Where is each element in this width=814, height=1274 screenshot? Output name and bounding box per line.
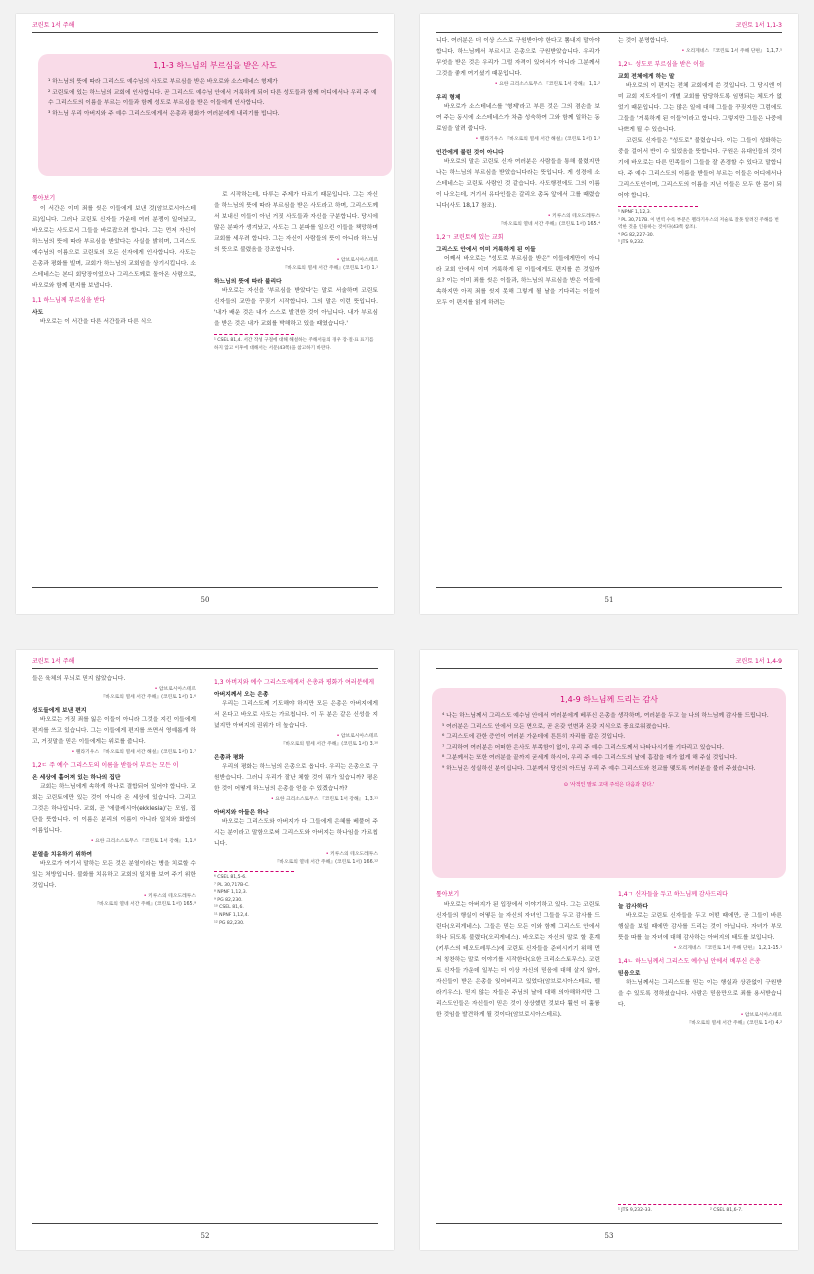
footer-rule	[32, 1223, 378, 1224]
footnote: ⁵ JTS 9,232.	[618, 240, 645, 246]
page-number: 52	[200, 1232, 210, 1240]
column-left	[436, 36, 600, 576]
footnote: ¹⁰ CSEL 81,6.	[214, 905, 244, 911]
citation: • 요한 크리소스토무스 『코린토 1서 강해』 1,1.²	[494, 82, 600, 87]
footnote: ⁸ NPNF 1,12,3.	[214, 890, 248, 896]
page-left-top	[16, 14, 394, 614]
footnote-rule	[618, 1204, 782, 1205]
paragraph: 바오로는 거짓 죄를 잃은 이들이 아니라 그것을 지킨 이들에게 편지를 쓰고 있습니다. 그는 이들에게 편지를 쓰면서 영예롭게 하고, 거짓말을 믿은 이들에게는 위로를 줍니다.	[32, 717, 196, 745]
page-number: 53	[604, 1232, 614, 1240]
paragraph: 바오로의 말은 코린토 신자 여러분은 사람들을 통해 불렸지만 나는 하느님의 부르심을 받았습니다라는 뜻입니다. 게 성경에 소스테네스는 코린토 사람인 것 같습니다. 사도행전에도 그의 이름이 나오는데, 거기서 유다인들은 갈리오 총독 앞에서 그를 때렸습니다(사도 18,17 참조).	[436, 159, 600, 209]
section-heading: 1,2ㄷ 주 예수 그리스도의 이름을 받들어 부르는 모든 이	[32, 762, 179, 769]
verse: ² 코린토에 있는 하느님의 교회에 인사합니다. 곧 그리스도 예수님 안에서 거룩하게 되어 다른 성도들과 함께 어디에서나 우리 주 예수 그리스도의 이름을 부르는 이들과 함께 성도로 부르심을 받은 이들에게 인사합니다.	[48, 89, 377, 107]
column-right	[214, 674, 378, 1214]
subheading: 아버지께서 오는 은총	[214, 692, 269, 698]
scripture-box	[432, 688, 786, 878]
section-heading: 1,4ㄴ 하느님께서 그리스도 예수님 안에서 베푸신 은총	[618, 958, 761, 965]
citation: • 키루스의 테오도레투스 『바오로의 열네 서간 주해』(코린토 1서) 165.⁴	[498, 214, 600, 227]
box-source-note: ⊙ '사적인 말로 고대 주석은 다음과 같다.'	[563, 781, 655, 788]
verse: ⁸ 그분께서는 또한 여러분을 끝까지 굳세게 하시어, 우리 주 예수 그리스도의 날에 흠잡을 데가 없게 해 주실 것입니다.	[442, 755, 737, 762]
verse: ⁶ 그리스도에 관한 증언이 여러분 가운데에 튼튼히 자리를 잡은 것입니다.	[442, 734, 626, 741]
paragraph: 바오로가 소스테네스를 '형제'라고 부른 것은 그의 겸손을 보여 주는 동시에 소스테네스가 차츰 성숙하여 그와 함께 일하는 동료임을 알려 줍니다.	[436, 104, 600, 132]
citation: • 요한 크리소스토무스 『코린토 1서 강해』 1,1.⁸	[90, 839, 196, 844]
header-rule	[32, 668, 378, 669]
paragraph: 이 서간은 이미 죄를 씻은 이들에게 보낸 것(암브로시아스테르)입니다. 그러나 코린토 신자들 가운데 여러 분쟁이 일어났고, 바오로는 사도로서 그들을 바로잡으려 합니다. 그는 먼저 자신이 하느님의 뜻에 따라 부르심을 받았다는 사실을 밝히며, 그리스도 예수님의 이름으로 코린토의 모든 신자에게 인사합니다. 사도는 은총과 평화를 빌며, 교회가 하느님의 교회임을 상기시킵니다. 소스테네스는 본디 회당장이었으나 그리스도께로 돌아온 사람으로, 바오로와 함께 편지를 보냅니다.	[32, 206, 196, 289]
column-right	[618, 36, 782, 576]
footnote: ⁷ PL 30,717B-C.	[214, 882, 250, 888]
paragraph: 바오로는 그리스도와 아버지가 다 그들에게 은혜를 베풀어 주시는 분이라고 말함으로써 그리스도와 아버지는 하나임을 가르칩니다.	[214, 819, 378, 847]
paragraph: 바오로의 이 편지는 전체 교회에게 쓴 것입니다. 그 당시엔 이미 교회 지도자들이 개별 교회를 담당하도록 임명되는 체도가 없었기 때문입니다. 그는 많은 일에 대해 그들을 꾸짖지만 그럼에도 그들을 '거룩하게 된 이들'이라고 합니다. 그렇지만 그들은 나중에 나쁘게 될 수 있습니다.	[618, 83, 782, 133]
subheading: 사도	[32, 310, 44, 316]
verse: ⁷ 그리하여 여러분은 어떠한 은사도 부족함이 없이, 우리 주 예수 그리스도께서 나타나시기를 기다리고 있습니다.	[442, 744, 724, 751]
paragraph: 바오로가 여기서 말하는 모든 것은 분열이라는 병을 치료할 수 있는 처방입니다. 불화를 치유하고 교회의 일치를 보여 주기 위한 것입니다.	[32, 861, 196, 889]
paragraph: 니다. 여러분은 더 이상 스스로 구원받아야 한다고 뽐내지 말아야 합니다. 하느님께서 부르시고 은총으로 구원받았습니다. 우리가 무엇을 받은 것은 우리가 그럴 자격이 있어서가 아니라 그분께서 그것을 좋게 여기셨기 때문입니다.	[436, 38, 600, 77]
footer-rule	[436, 587, 782, 588]
box-title: 1,1-3 하느님의 부르심을 받은 사도	[153, 61, 277, 70]
column-left	[436, 886, 600, 1212]
running-header: 코린토 1서 주해	[32, 22, 75, 29]
footnote: ¹ CSEL 81,4. 서간 작성 구절에 대해 해설하는 주해서들의 경우 장·절·표 표기를 하지 않고 이후에 대해서는 서문(43쪽)을 참고하기 바란다.	[214, 338, 374, 351]
footnote: ⁵ NPNF 1,12,3.	[618, 210, 652, 215]
paragraph: 우리는 그리스도께 기도해야 하지만 모든 은총은 아버지에게서 온다고 바오로 사도는 가르칩니다. 이 두 분은 같은 신성을 지녔지만 아버지의 권위가 더 높습니다.	[214, 701, 378, 729]
running-header: 코린토 1서 1,1-3	[735, 22, 782, 29]
box-title: 1,4-9 하느님께 드리는 감사	[560, 695, 658, 704]
page-right-bottom	[420, 650, 798, 1250]
footnote-rule	[618, 206, 698, 207]
paragraph: 하느님께서는 그리스도를 믿는 이는 행실과 상관없이 구원받을 수 있도록 정하셨습니다. 사람은 믿음만으로 죄를 용서받습니다.	[618, 980, 782, 1008]
citation: • 암브로시아스테르 『바오로의 열세 서간 주해』(코린토 1서) 1.⁶	[100, 687, 196, 700]
footer-rule	[436, 1223, 782, 1224]
header-rule	[436, 32, 782, 33]
column-right	[618, 886, 782, 1186]
section-heading: 톺아보기	[32, 195, 56, 202]
footnote: ¹² PG 82,230.	[214, 920, 245, 926]
subheading: 믿음으로	[618, 971, 641, 977]
paragraph: 바오로는 자신을 '부르심을 받았다'는 말로 서술하며 코린토 신자들의 교만을 꾸짖기 시작합니다. 그의 말은 이런 뜻입니다. '내가 배운 것은 내가 스스로 발견한 것이 아닙니다. 내가 부르심을 받은 것은 내가 교회를 박해하고 있을 때였습니다.'	[214, 288, 378, 327]
subheading: 인간에게 불린 것이 아니다	[436, 150, 504, 156]
citation: • 키루스의 테오도레투스 『바오로의 열네 서간 주해』(코린토 1서) 165.⁹	[94, 894, 196, 907]
paragraph: 로 시작하는데, 다루는 주제가 다르기 때문입니다. 그는 자신을 하느님의 뜻에 따라 부르심을 받은 사도라고 하며, 그리스도께서 보내신 이들이 아닌 거짓 사도들과 자신을 구분합니다. 당시에 많은 분파가 생겨났고, 사도는 그 분파를 일으킨 이들을 책망하며 교회를 세우려 합니다. 그는 자신이 사람들의 뜻이 아니라 하느님의 뜻으로 불렸음을 강조합니다.	[214, 192, 378, 253]
running-header: 코린토 1서 1,4-9	[735, 658, 782, 665]
column-right	[214, 190, 378, 570]
header-rule	[436, 668, 782, 669]
verse: ⁹ 하느님은 성실하신 분이십니다. 그분께서 당신의 아드님 우리 주 예수 그리스도와 친교를 맺도록 여러분을 불러 주셨습니다.	[442, 765, 756, 772]
page-number: 51	[604, 596, 614, 604]
verse: ⁴ 나는 하느님께서 그리스도 예수님 안에서 여러분에게 베푸신 은총을 생각하며, 여러분을 두고 늘 나의 하느님께 감사를 드립니다.	[442, 713, 769, 719]
subheading: 성도들에게 보낸 편지	[32, 708, 87, 714]
footnote: ¹¹ NPNF 1,12,4.	[214, 912, 249, 918]
subheading: 우리 형제	[436, 95, 461, 101]
footnote: ⁶ CSEL 81,5-6.	[214, 875, 247, 880]
header-rule	[32, 32, 378, 33]
footnote: ⁹ PG 82,230.	[214, 897, 243, 903]
page-left-bottom	[16, 650, 394, 1250]
section-heading: 톺아보기	[436, 891, 460, 898]
paragraph: 들은 육체의 무늬로 믿지 않았습니다.	[32, 676, 126, 682]
footnote: ¹ JTS 9,232-33.	[618, 1208, 652, 1213]
subheading: 아버지와 아들은 하나	[214, 810, 269, 816]
paragraph: 어째서 바오로는 "성도로 부르심을 받은" 이들에게만이 아니라 교회 안에서 이미 거룩하게 된 이들에게도 편지를 쓴 것일까요? 이는 이미 죄를 씻은 이들과, 하느님의 부르심을 받은 이들에 속하지만 아직 죄를 씻지 못해 그렇게 될 날을 기다리는 이들이 모두 이 편지를 읽게 하려는	[436, 256, 600, 306]
section-heading: 1,4ㄱ 신자들을 두고 하느님께 감사드리다	[618, 891, 728, 898]
section-heading: 1,2ㄴ 성도로 부르심을 받은 이들	[618, 61, 705, 68]
column-left	[32, 674, 196, 1214]
subheading: 하느님의 뜻에 따라 불리다	[214, 279, 282, 285]
citation: • 요한 크리소스토무스 『코린토 1서 강해』 1,3.¹¹	[270, 797, 378, 802]
subheading: 그리스도 안에서 이미 거룩하게 된 이들	[436, 247, 536, 253]
citation: • 오리게네스 『코린토 1서 주해 단편』 1,1,7.⁵	[681, 49, 782, 54]
subheading: 분열을 치유하기 위하여	[32, 852, 93, 858]
section-heading: 1,1 하느님께 부르심을 받다	[32, 297, 106, 304]
section-heading: 1,3 아버지와 예수 그리스도에게서 은총과 평화가 여러분에게	[214, 679, 375, 686]
footnote: ² CSEL 81,6-7.	[710, 1208, 743, 1213]
citation: • 암브로시아스테르 『바오로의 열세 서간 주해』(코린토 1서) 1.¹	[282, 258, 378, 271]
page-right-top	[420, 14, 798, 614]
subheading: 교회 전체에게 하는 말	[618, 74, 675, 80]
paragraph: 바오로는 코린토 신자들을 두고 어떤 때에만, 곧 그들이 바른 행실을 보일 때에만 감사를 드리는 것이 아닙니다. 자녀가 부모 뜻을 따를 늘 자녀에 대해 감사하는 아버지의 태도를 보입니다.	[618, 913, 782, 941]
subheading: 온 세상에 흩어져 있는 하나의 집단	[32, 775, 121, 781]
running-header: 코린토 1서 주해	[32, 658, 75, 665]
citation: • 암브로시아스테르 『바오로의 열세 서간 주해』(코린토 1서) 3.¹⁰	[280, 734, 378, 747]
page-number: 50	[200, 596, 210, 604]
section-heading: 1,2ㄱ 코린토에 있는 교회	[436, 234, 504, 241]
paragraph: 코린토 신자들은 "성도로" 불렸습니다. 이는 그들이 성화하는 중을 걸어서 반이 수 있었음을 뜻합니다. 구원은 유대인들의 것이기에 바오로는 다른 민족들이 그들을 잘 존경할 수 있다고 말합니다. 주 예수 그리스도의 이름을 받들어 부르는 이들은 어디에서나 그리스도인이며, 그리스도의 이름을 지닌 이들은 모두 한 몸이 되어야 합니다.	[618, 138, 782, 199]
citation: • 암브로시아스테르 『바오로의 열세 서간 주해』(코린토 1서) 4.²	[686, 1013, 782, 1026]
paragraph: 는 것이 분명합니다.	[618, 38, 669, 44]
citation: • 펠라기우스 『바오로의 열세 서간 해설』(코린토 1서) 1.³	[475, 137, 600, 142]
verse: ⁵ 여러분은 그리스도 안에서 모든 면으로, 곧 온갖 언변과 온갖 지식으로 풍요로워졌습니다.	[442, 723, 670, 730]
paragraph: 바오로는 이 서간을 다른 서간들과 다른 식으	[40, 319, 152, 325]
scripture-box	[38, 54, 392, 176]
footnote: ³ PL 30,717B. 이 번역 수록 부분은 펠라기우스의 저술로 잘못 알려진 주해를 번역한 것을 인용하는 것이다(43쪽 참조).	[618, 217, 779, 231]
paragraph: 교회는 하느님에게 속하게 하나로 결합되어 있어야 합니다. 교회는 코린토에만 있는 것이 아니라 온 세상에 있습니다. 그리고 그것은 하나입니다. 교회, 곧 '에클레시아(ekklesia)'는 모임, 집단을 뜻합니다. 이 이름은 분리의 이름이 아니라 일치와 화합의 이름입니다.	[32, 784, 196, 834]
verse: ³ 하느님 우리 아버지와 주 예수 그리스도에게서 은총과 평화가 여러분에게 내리기를 빕니다.	[48, 110, 280, 117]
verse: ¹ 하느님의 뜻에 따라 그리스도 예수님의 사도로 부르심을 받은 바오로와 소스테네스 형제가	[48, 79, 278, 85]
footer-rule	[32, 587, 378, 588]
column-left	[32, 190, 196, 570]
citation: • 오리게네스 『코린토 1서 주해 단편』 1,2,1-15.¹	[673, 946, 782, 951]
paragraph: 바오로는 아버지가 된 입장에서 이야기하고 있다. 그는 코린토 신자들의 행실이 어떻든 늘 자신의 자녀인 그들을 두고 감사를 드린다(오리게네스). 그들은 믿는 모든 이와 함께 그리스도 안에서 하나 되도록 불렸다(오리게네스). 바오로는 자신의 말로 할 훈계(키루스의 테오도레투스)에 코린토 신자들을 준비시키기 위해 먼저 칭찬하는 말로 이야기를 시작한다(요한 크리소스토무스). 코린토 신자들 가운데 일부는 더 이상 자신의 믿음에 대해 살지 않아, 자신들이 받은 은총을 잊어버리고 있었다(암브로시아스테르, 펠라기우스). 믿지 않는 자들은 주님의 날에 대해 의아해하지만 그리스도인들은 자신들이 믿은 것이 상상했던 것보다 훨씬 더 훌륭한 것임을 발견하게 될 것이다(암브로시아스테르).	[436, 902, 600, 1018]
footnote-rule	[214, 334, 294, 335]
citation: • 키루스의 테오도레투스 『바오로의 열네 서간 주해』(코린토 1서) 166.¹²	[274, 852, 378, 865]
footnote: ⁴ PG 82,227-30.	[618, 232, 655, 238]
subheading: 은총과 평화	[214, 755, 245, 761]
subheading: 늘 감사하다	[618, 904, 649, 910]
paragraph: 우리의 평화는 하느님의 은총으로 옵니다. 우리는 은총으로 구원받습니다. 그러니 우리가 잘난 체할 것이 뭐가 있습니까? 평온한 것이 어떻게 하느님의 은총을 얻을 수 있겠습니까?	[214, 764, 378, 792]
citation: • 펠라기우스 『바오로의 열세 서간 해설』(코린토 1서) 1.⁷	[71, 750, 196, 755]
footnote-rule	[214, 871, 294, 872]
